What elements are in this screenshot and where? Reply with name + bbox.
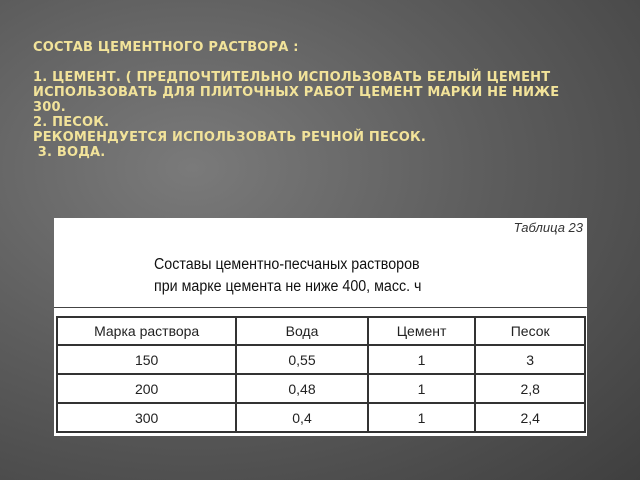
table-row xyxy=(57,403,585,432)
table-cell: 0,55 xyxy=(236,345,367,374)
item-2: 2. ПЕСОК. xyxy=(33,115,110,130)
slide-body-text xyxy=(33,40,623,160)
table-header-row xyxy=(57,317,585,345)
table-row xyxy=(57,345,585,374)
table-cell: 1 xyxy=(368,345,476,374)
item-1-line-1: 1. ЦЕМЕНТ. ( ПРЕДПОЧТИТЕЛЬНО ИСПОЛЬЗОВАТЬ БЕЛЫЙ ЦЕМЕНТ xyxy=(33,70,551,85)
table-cell: 150 xyxy=(57,345,236,374)
table-cell: 1 xyxy=(368,374,476,403)
header-cell: Цемент xyxy=(368,317,476,345)
table-cell: 2,4 xyxy=(475,403,585,432)
item-2-note: РЕКОМЕНДУЕТСЯ ИСПОЛЬЗОВАТЬ РЕЧНОЙ ПЕСОК. xyxy=(33,130,426,145)
table-cell: 200 xyxy=(57,374,236,403)
table-cell: 0,48 xyxy=(236,374,367,403)
table-caption: Таблица 23 xyxy=(513,220,583,235)
header-cell: Вода xyxy=(236,317,367,345)
table-cell: 300 xyxy=(57,403,236,432)
item-1-line-3: 300. xyxy=(33,100,66,115)
slide-heading: СОСТАВ ЦЕМЕНТНОГО РАСТВОРА : xyxy=(33,40,299,55)
table-title-line-2: при марке цемента не ниже 400, масс. ч xyxy=(154,278,422,295)
table-cell: 0,4 xyxy=(236,403,367,432)
table-row xyxy=(57,374,585,403)
divider xyxy=(54,307,587,308)
item-3: 3. ВОДА. xyxy=(33,145,106,160)
table-title xyxy=(154,254,504,298)
table-title-line-1: Составы цементно-песчаных растворов xyxy=(154,256,420,273)
header-cell: Марка раствора xyxy=(57,317,236,345)
item-1-line-2: ИСПОЛЬЗОВАТЬ ДЛЯ ПЛИТОЧНЫХ РАБОТ ЦЕМЕНТ МАРКИ НЕ НИЖЕ xyxy=(33,85,560,100)
header-cell: Песок xyxy=(475,317,585,345)
mortar-composition-table xyxy=(56,316,586,433)
spacer xyxy=(33,55,623,70)
table-cell: 3 xyxy=(475,345,585,374)
table-cell: 1 xyxy=(368,403,476,432)
table-image xyxy=(54,218,587,436)
table-cell: 2,8 xyxy=(475,374,585,403)
